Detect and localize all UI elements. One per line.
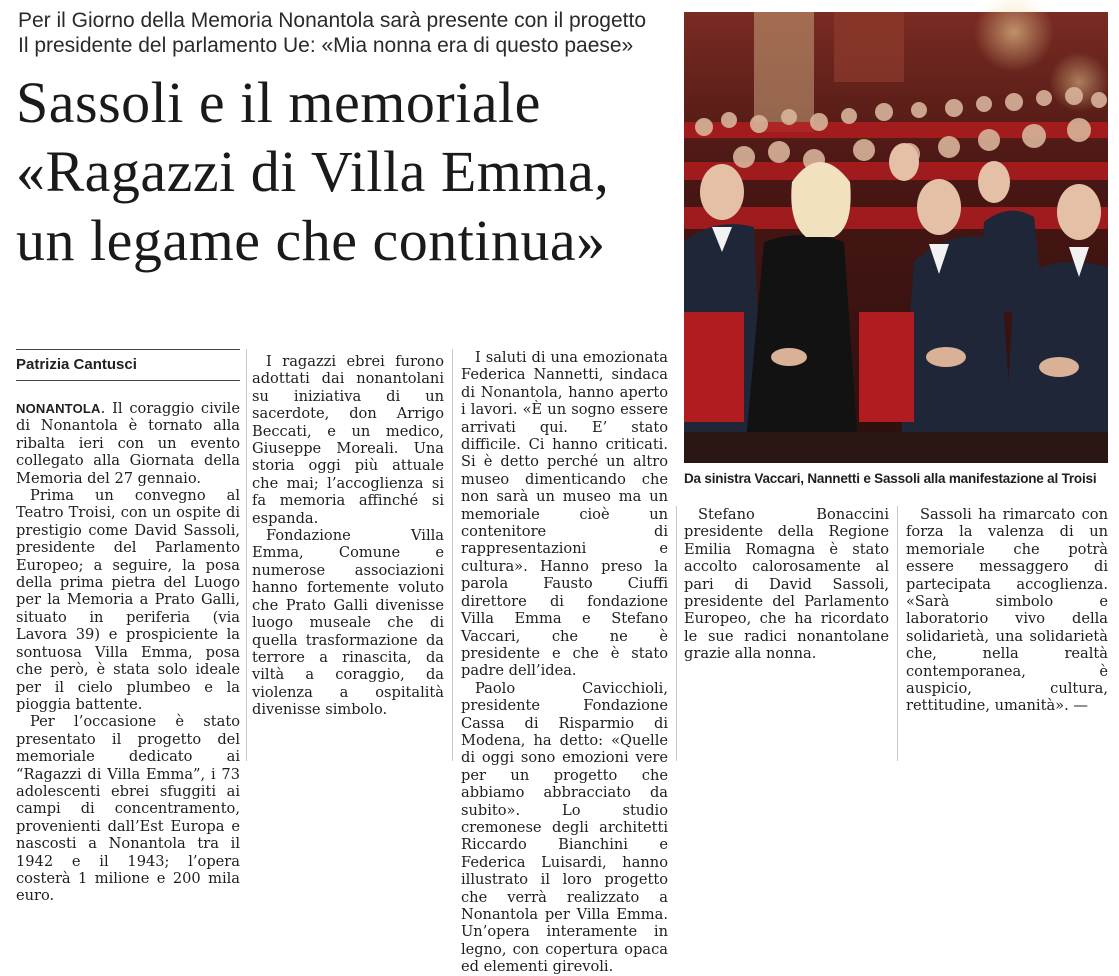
article-column-4 [684, 506, 889, 761]
article-paragraph: Fondazione Villa Emma, Comune e numerose associazioni hanno fortemente voluto che Prato Galli divenisse luogo museale che di quella trasformazione da terrore a rinascita, da viltà a coraggio, da violenza a ospitalità divenisse simbolo. [252, 527, 444, 719]
column-separator [897, 506, 898, 761]
news-photo [684, 12, 1108, 463]
column-separator [676, 506, 677, 761]
headline-line-3: un legame che continua» [16, 208, 606, 273]
article-column-5 [906, 506, 1108, 761]
article-paragraph: I saluti di una emozionata Federica Nannetti, sindaca di Nonantola, hanno aperto i lavori. «È un sogno essere arrivati qui. E’ stato difficile. Ci hanno criticati. Si è detto perché un altro museo dimenticando che non sarà un museo ma un memoriale cioè un contenitore di rappresentazioni e cultura». Hanno preso la parola Fausto Ciuffi direttore di fondazione Villa Emma e Stefano Vaccari, che ne è presidente e che è stato padre dell’idea. [461, 349, 668, 680]
article-paragraph: Per l’occasione è stato presentato il progetto del memoriale dedicato ai “Ragazzi di Villa Emma”, i 73 adolescenti ebrei sfuggiti ai campi di concentramento, provenienti dall’Est Europa e nascosti a Nonantola tra il 1942 e il 1943; l’opera costerà 1 milione e 200 mila euro. [16, 713, 240, 905]
author-rule-bottom [16, 380, 240, 381]
article-paragraph: NONANTOLA. Il coraggio civile di Nonantola è tornato alla ribalta ieri con un evento collegato alla Giornata della Memoria del 27 gennaio. [16, 400, 240, 487]
article-paragraph: Sassoli ha rimarcato con forza la valenza di un memoriale che potrà essere messaggero di partecipata accoglienza. «Sarà simbolo e laboratorio vivo della solidarietà, una solidarietà che, nella realtà contemporanea, è auspicio, cultura, rettitudine, umanità». — [906, 506, 1108, 715]
headline-line-1: Sassoli e il memoriale [16, 70, 541, 135]
photo-caption: Da sinistra Vaccari, Nannetti e Sassoli alla manifestazione al Troisi [684, 471, 1097, 486]
kicker-line-1: Per il Giorno della Memoria Nonantola sarà presente con il progetto [18, 9, 647, 32]
article-column-1 [16, 400, 240, 905]
headline-line-2: «Ragazzi di Villa Emma, [16, 139, 610, 204]
kicker-line-2: Il presidente del parlamento Ue: «Mia nonna era di questo paese» [18, 34, 634, 57]
article-column-2 [252, 349, 444, 761]
column-separator [246, 349, 247, 761]
author-rule-top [16, 349, 240, 350]
column-separator [452, 349, 453, 761]
dateline: NONANTOLA [16, 401, 101, 416]
article-column-3 [461, 349, 668, 976]
author-byline: Patrizia Cantusci [16, 356, 137, 373]
article-paragraph: Prima un convegno al Teatro Troisi, con un ospite di prestigio come David Sassoli, presidente del Parlamento Europeo; a seguire, la posa della prima pietra del Luogo per la Memoria a Prato Galli, situato in periferia (via Lavora 39) e prospiciente la sontuosa Villa Emma, posa che però, è stata solo ideale per il cielo plumbeo e la pioggia battente. [16, 487, 240, 713]
article-paragraph: Stefano Bonaccini presidente della Regione Emilia Romagna è stato accolto calorosamente al pari di David Sassoli, presidente del Parlamento Europeo, che ha ricordato le sue radici nonantolane grazie alla nonna. [684, 506, 889, 663]
article-paragraph: Paolo Cavicchioli, presidente Fondazione Cassa di Risparmio di Modena, ha detto: «Quelle di oggi sono emozioni vere per un progetto che abbiamo abbracciato da subito». Lo studio cremonese degli architetti Riccardo Bianchini e Federica Luisardi, hanno illustrato il loro progetto che verrà realizzato a Nonantola per Villa Emma. Un’opera interamente in legno, con copertura opaca ed elementi girevoli. [461, 679, 668, 976]
audience-photo-illustration [684, 12, 1108, 463]
article-paragraph: I ragazzi ebrei furono adottati dai nonantolani su iniziativa di un sacerdote, don Arrigo Beccati, e un medico, Giuseppe Moreali. Una storia oggi più attuale che mai; l’accoglienza si fa memoria affinché si espanda. [252, 353, 444, 527]
